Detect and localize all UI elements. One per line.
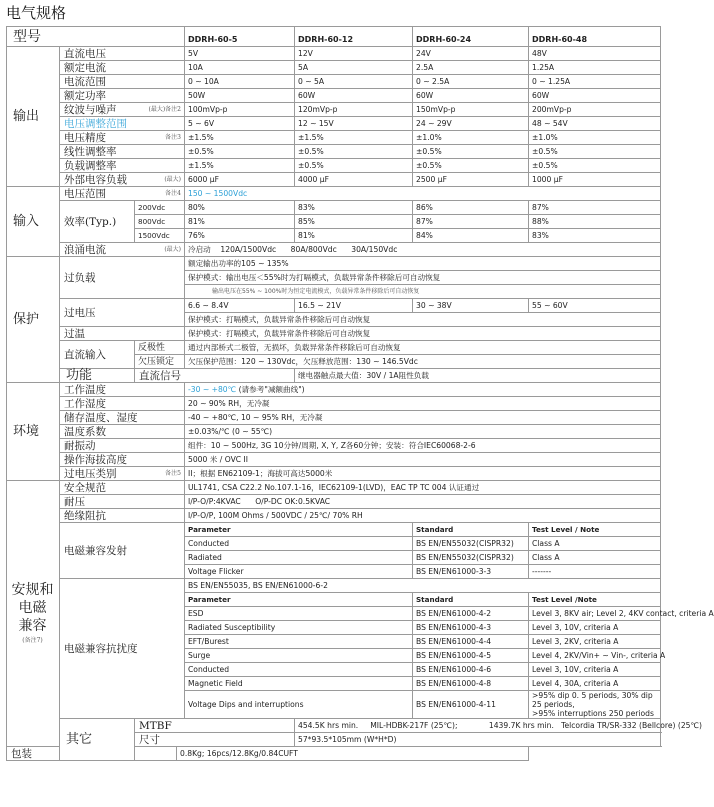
row-label: 额定电流 [60, 61, 185, 75]
cell: 12 ~ 15V [295, 117, 413, 131]
cell: 5V [185, 47, 295, 61]
cell: 6000 μF [185, 173, 295, 187]
row-label: 耐振动 [60, 439, 185, 453]
cell: 5 ~ 6V [185, 117, 295, 131]
cell: 84% [413, 229, 529, 243]
env-value: -30 ~ +80℃ (请参考"减额曲线") [185, 383, 661, 397]
cell: ±0.5% [529, 145, 661, 159]
function-value: 继电器触点最大值：30V / 1A阻性负载 [295, 369, 661, 383]
env-value: 组件：10 ~ 500Hz, 3G 10分钟/周期, X, Y, Z各60分钟；安装：符合IEC60068-2-6 [185, 439, 661, 453]
mtbf-value: 454.5K hrs min. MIL-HDBK-217F (25℃); 1439.7K hrs min. Telcordia TR/SR-332 (Bellcore) (25℃) [295, 719, 661, 733]
table-row [7, 145, 661, 159]
cell: 80% [185, 201, 295, 215]
table-row [7, 523, 661, 537]
cell: Radiated [185, 551, 413, 565]
cell: 1000 μF [529, 173, 661, 187]
ems-header: Parameter [185, 593, 413, 607]
table-row [7, 89, 661, 103]
env-value: 5000 米 / OVC II [185, 453, 661, 467]
uvlo-value: 欠压保护范围：120 ~ 130Vdc，欠压释放范围：130 ~ 146.5Vdc [185, 355, 661, 369]
row-label: 工作湿度 [60, 397, 185, 411]
table-row [7, 327, 661, 341]
page-title: 电气规格 [6, 4, 67, 22]
cell: 87% [413, 215, 529, 229]
group-function: 功能 [60, 369, 135, 383]
cell: Class A [529, 537, 661, 551]
cell: ±0.5% [295, 145, 413, 159]
overload-label: 过负载 [60, 257, 185, 299]
spec-table [6, 26, 714, 761]
emi-label: 电磁兼容发射 [60, 523, 185, 579]
row-label: 直流电压 [60, 47, 185, 61]
pack-value: 0.8Kg; 16pcs/12.8Kg/0.84CUFT [177, 747, 529, 761]
cell: BS EN/EN61000-4-11 [413, 691, 529, 719]
cell: 88% [529, 215, 661, 229]
cell: 16.5 ~ 21V [295, 299, 413, 313]
cell: 1.25A [529, 61, 661, 75]
cell: BS EN/EN55032(CISPR32) [413, 537, 529, 551]
cell: ±0.5% [413, 159, 529, 173]
cell: 48V [529, 47, 661, 61]
ems-header: Test Level /Note [529, 593, 661, 607]
model-12: DDRH-60-12 [295, 27, 413, 47]
overload-line: 额定输出功率的105 ~ 135% [185, 257, 661, 271]
model-24: DDRH-60-24 [413, 27, 529, 47]
cell: Surge [185, 649, 413, 663]
input-voltage-value: 150 ~ 1500Vdc [185, 187, 661, 201]
table-row [7, 411, 661, 425]
cell: ±1.5% [295, 131, 413, 145]
cell: BS EN/EN61000-4-5 [413, 649, 529, 663]
cell: Level 4, 30A, criteria A [529, 677, 661, 691]
cell: Conducted [185, 537, 413, 551]
inrush-value: 冷启动 120A/1500Vdc 80A/800Vdc 30A/150Vdc [185, 243, 661, 257]
row-label: 绝缘阻抗 [60, 509, 185, 523]
row-label: 线性调整率 [60, 145, 185, 159]
overload-line: 输出电压在55% ~ 100%时为恒定电流模式，负载异常条件移除后可自动恢复 [185, 285, 661, 299]
cell: 55 ~ 60V [529, 299, 661, 313]
cell: BS EN/EN55032(CISPR32) [413, 551, 529, 565]
row-label: 浪涌电流 (最大) [60, 243, 185, 257]
cell: Magnetic Field [185, 677, 413, 691]
cell: Voltage Dips and interruptions [185, 691, 413, 719]
table-row [7, 173, 661, 187]
row-label: 电压范围 备注4 [60, 187, 185, 201]
efficiency-sub: 800Vdc [135, 215, 185, 229]
otp-label: 过温 [60, 327, 185, 341]
cell: Conducted [185, 663, 413, 677]
otp-value: 保护模式：打嗝模式，负载异常条件移除后可自动恢复 [185, 327, 661, 341]
cell: 0 ~ 5A [295, 75, 413, 89]
group-safety: 安规和 电磁 兼容 (备注7) [7, 481, 60, 747]
model-label: 型号 [7, 27, 185, 47]
row-label: 电流范围 [60, 75, 185, 89]
table-row [7, 299, 661, 313]
cell: 83% [295, 201, 413, 215]
cell: 24 ~ 29V [413, 117, 529, 131]
table-row [7, 719, 661, 733]
env-value: II；根据 EN62109-1；海拔可高达5000米 [185, 467, 661, 481]
cell: 120mVp-p [295, 103, 413, 117]
cell: Radiated Susceptibility [185, 621, 413, 635]
isolation-value: I/P-O/P, 100M Ohms / 500VDC / 25℃/ 70% RH [185, 509, 661, 523]
cell: 81% [295, 229, 413, 243]
cell: 0 ~ 1.25A [529, 75, 661, 89]
cell: 50W [185, 89, 295, 103]
ovp-mode: 保护模式：打嗝模式，负载异常条件移除后可自动恢复 [185, 313, 661, 327]
cell: 86% [413, 201, 529, 215]
cell: 5A [295, 61, 413, 75]
table-row [7, 579, 661, 593]
cell: 2.5A [413, 61, 529, 75]
emi-header: Standard [413, 523, 529, 537]
row-label: 耐压 [60, 495, 185, 509]
cell: Level 3, 10V, criteria A [529, 663, 661, 677]
row-note: 备注3 [165, 133, 181, 141]
ems-label: 电磁兼容抗扰度 [60, 579, 185, 719]
table-row [7, 75, 661, 89]
table-row [7, 509, 661, 523]
table-row [7, 131, 661, 145]
table-row [7, 103, 661, 117]
env-value: 20 ~ 90% RH，无冷凝 [185, 397, 661, 411]
env-value: ±0.03%/℃ (0 ~ 55℃) [185, 425, 661, 439]
cell: ±0.5% [295, 159, 413, 173]
emi-header: Test Level / Note [529, 523, 661, 537]
row-label: 直流信号 [135, 369, 295, 383]
cell: Voltage Flicker [185, 565, 413, 579]
table-row [7, 201, 661, 215]
row-label: 额定功率 [60, 89, 185, 103]
cell: ±1.0% [529, 131, 661, 145]
safety-value: UL1741, CSA C22.2 No.107.1-16，IEC62109-1(LVD)，EAC TP TC 004 认证通过 [185, 481, 661, 495]
row-note: 备注4 [165, 189, 181, 197]
group-note: (备注7) [22, 636, 43, 644]
cell: ±0.5% [529, 159, 661, 173]
cell: 87% [529, 201, 661, 215]
row-label: 操作海拔高度 [60, 453, 185, 467]
cell: 2500 μF [413, 173, 529, 187]
table-row [7, 397, 661, 411]
reverse-label: 反极性 [135, 341, 185, 355]
dcin-label: 直流输入 [60, 341, 135, 369]
cell: ±1.5% [185, 131, 295, 145]
table-row [7, 467, 661, 481]
group-environment: 环境 [7, 383, 60, 481]
table-row [7, 439, 661, 453]
cell: 60W [295, 89, 413, 103]
cell: 83% [529, 229, 661, 243]
cell: ±0.5% [413, 145, 529, 159]
cell: BS EN/EN61000-4-8 [413, 677, 529, 691]
table-row [7, 47, 661, 61]
cell: EFT/Burest [185, 635, 413, 649]
cell: 24V [413, 47, 529, 61]
row-note: (最大)备注2 [148, 105, 181, 113]
row-label: 温度系数 [60, 425, 185, 439]
cell: Level 3, 8KV air; Level 2, 4KV contact, criteria A [529, 607, 661, 621]
cell: 10A [185, 61, 295, 75]
ovp-label: 过电压 [60, 299, 185, 327]
row-note: (最大) [164, 245, 181, 253]
cell: BS EN/EN61000-3-3 [413, 565, 529, 579]
row-label: 纹波与噪声 (最大)备注2 [60, 103, 185, 117]
cell: BS EN/EN61000-4-6 [413, 663, 529, 677]
efficiency-label: 效率(Typ.) [60, 201, 135, 243]
cell: ±1.5% [185, 159, 295, 173]
table-row [7, 243, 661, 257]
dips-notes: >95% dip 0. 5 periods, 30% dip 25 periods, >95% interruptions 250 periods [529, 691, 661, 719]
row-label: MTBF [135, 719, 295, 733]
cell: ------- [529, 565, 661, 579]
table-row [7, 257, 661, 271]
cell: ESD [185, 607, 413, 621]
cell: 0 ~ 10A [185, 75, 295, 89]
group-output: 输出 [7, 47, 60, 187]
row-note: (最大) [164, 175, 181, 183]
table-row [7, 495, 661, 509]
cell: 0 ~ 2.5A [413, 75, 529, 89]
cell: Level 4, 2KV/Vin+ ~ Vin-, criteria A [529, 649, 661, 663]
table-row [7, 425, 661, 439]
cell: ±0.5% [185, 145, 295, 159]
cell: ±1.0% [413, 131, 529, 145]
row-note: 备注5 [165, 469, 181, 477]
cell: 60W [529, 89, 661, 103]
table-row [7, 61, 661, 75]
row-label: 电压调整范围 [60, 117, 185, 131]
reverse-value: 通过内部桥式二极管，无损坏，负载异常条件移除后可自动恢复 [185, 341, 661, 355]
cell: 85% [295, 215, 413, 229]
row-label: 电压精度 备注3 [60, 131, 185, 145]
row-label: 过电压类别 备注5 [60, 467, 185, 481]
efficiency-sub: 1500Vdc [135, 229, 185, 243]
ems-header: Standard [413, 593, 529, 607]
table-row [7, 383, 661, 397]
header-row [7, 27, 661, 47]
row-label: 负载调整率 [60, 159, 185, 173]
cell: 4000 μF [295, 173, 413, 187]
row-label: 外部电容负载 (最大) [60, 173, 185, 187]
row-label: 安全规范 [60, 481, 185, 495]
efficiency-sub: 200Vdc [135, 201, 185, 215]
row-label: 包装 [7, 747, 177, 761]
row-label: 尺寸 [135, 733, 295, 747]
cell: BS EN/EN61000-4-3 [413, 621, 529, 635]
cell: Level 3, 10V, criteria A [529, 621, 661, 635]
cell: Class A [529, 551, 661, 565]
table-row [7, 481, 661, 495]
group-input: 输入 [7, 187, 60, 257]
cell: BS EN/EN61000-4-2 [413, 607, 529, 621]
row-label: 工作温度 [60, 383, 185, 397]
table-row [7, 341, 661, 355]
cell: 200mVp-p [529, 103, 661, 117]
cell: Level 3, 2KV, criteria A [529, 635, 661, 649]
size-value: 57*93.5*105mm (W*H*D) [295, 733, 661, 747]
row-label: 储存温度、湿度 [60, 411, 185, 425]
cell: 6.6 ~ 8.4V [185, 299, 295, 313]
table-row [7, 159, 661, 173]
cell: 12V [295, 47, 413, 61]
group-others: 其它 [60, 719, 135, 761]
table-row [7, 369, 661, 383]
cell: BS EN/EN61000-4-4 [413, 635, 529, 649]
cell: 100mVp-p [185, 103, 295, 117]
table-row [7, 187, 661, 201]
table-row [7, 453, 661, 467]
cell: 48 ~ 54V [529, 117, 661, 131]
ems-standard: BS EN/EN55035, BS EN/EN61000-6-2 [185, 579, 661, 593]
cell: 81% [185, 215, 295, 229]
group-protection: 保护 [7, 257, 60, 383]
table-row [7, 747, 661, 761]
cell: 30 ~ 38V [413, 299, 529, 313]
cell: 60W [413, 89, 529, 103]
withstand-value: I/P-O/P:4KVAC O/P-DC OK:0.5KVAC [185, 495, 661, 509]
overload-line: 保护模式：输出电压＜55%时为打嗝模式，负载异常条件移除后可自动恢复 [185, 271, 661, 285]
cell: 76% [185, 229, 295, 243]
model-5: DDRH-60-5 [185, 27, 295, 47]
cell: 150mVp-p [413, 103, 529, 117]
emi-header: Parameter [185, 523, 413, 537]
env-value: -40 ~ +80℃, 10 ~ 95% RH，无冷凝 [185, 411, 661, 425]
uvlo-label: 欠压锁定 [135, 355, 185, 369]
model-48: DDRH-60-48 [529, 27, 661, 47]
table-row [7, 117, 661, 131]
